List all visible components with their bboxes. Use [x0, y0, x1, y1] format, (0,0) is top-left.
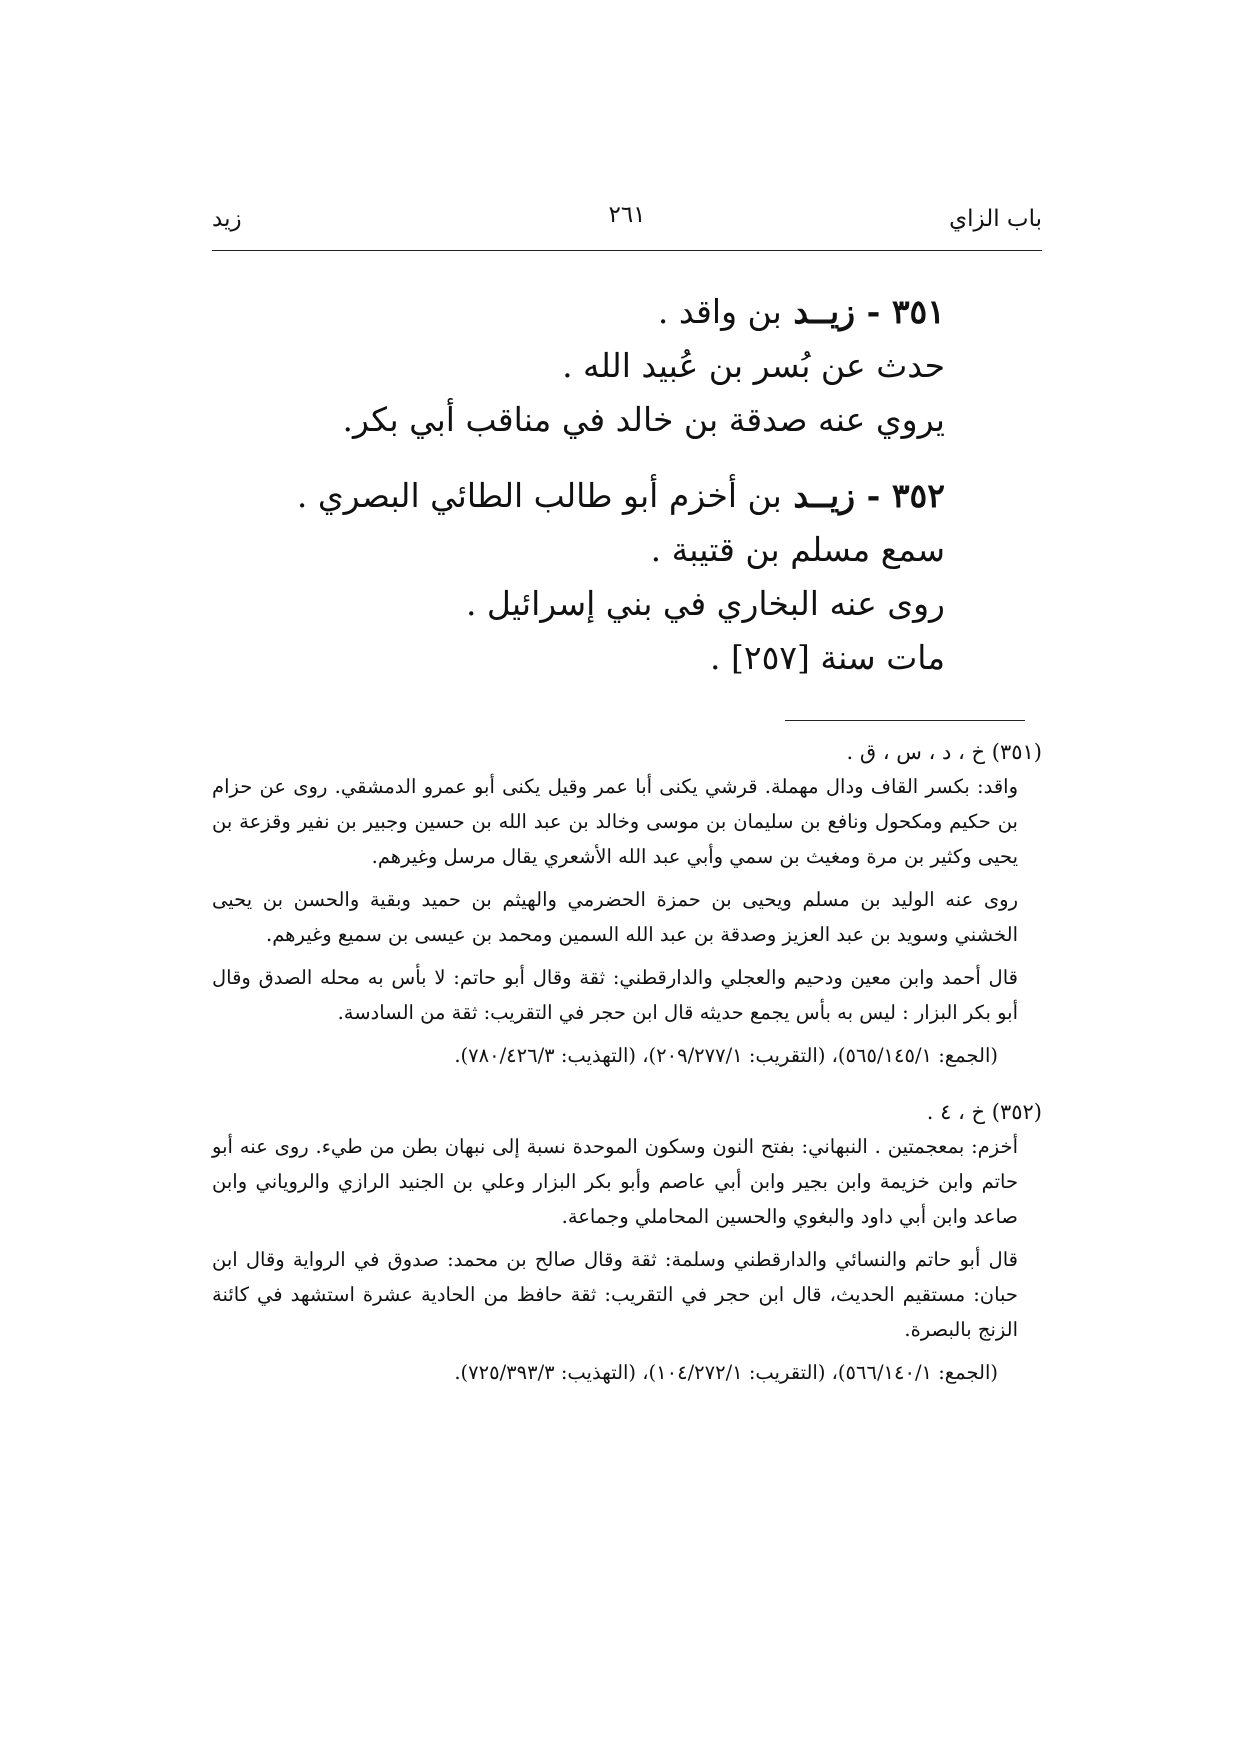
entry-line: حدث عن بُسر بن عُبيد الله .: [562, 346, 945, 385]
entry-title: [255, 469, 945, 523]
footnote-reference: (الجمع: ٥٦٦/١٤٠/١)، (التقريب: ١٠٤/٢٧٢/١)، (التهذيب: ٧٢٥/٣٩٣/٣).: [454, 1361, 998, 1384]
footnote-body: [212, 769, 1042, 1073]
entry-351: [255, 285, 945, 447]
entry-number: ٣٥١: [891, 292, 945, 331]
page-number: ٢٦١: [608, 202, 646, 228]
footnote-351: [212, 735, 1042, 1073]
footnotes: [212, 735, 1042, 1412]
footnote-paragraph: روى عنه الوليد بن مسلم ويحيى بن حمزة الحضرمي والهيثم بن حميد وبقية والحسن بن يحيى الخشني وسويد بن عبد العزيز وصدقة بن عبد الله السمين ومحمد بن عيسى بن سميع وغيرهم.: [212, 888, 1018, 946]
entry-number: ٣٥٢: [891, 476, 945, 515]
running-header: [212, 200, 1042, 251]
entry-name-rest: بن واقد .: [657, 292, 782, 331]
footnote-paragraph: قال أبو حاتم والنسائي والدارقطني وسلمة: ثقة وقال صالح بن محمد: صدوق في الرواية وقال ابن حبان: مستقيم الحديث، قال ابن حجر في التقريب: ثقة حافظ من الحادية عشرة استشهد في كائنة الزنج بالبصرة.: [212, 1248, 1018, 1341]
footnote-reference: (الجمع: ٥٦٥/١٤٥/١)، (التقريب: ٢٠٩/٢٧٧/١)، (التهذيب: ٧٨٠/٤٢٦/٣).: [454, 1044, 998, 1067]
footnote-divider: [785, 720, 1025, 721]
entry-title: [255, 285, 945, 339]
entry-line: مات سنة [٢٥٧] .: [710, 638, 945, 677]
header-keyword: زيد: [212, 206, 242, 232]
entry-name-rest: بن أخزم أبو طالب الطائي البصري .: [296, 476, 782, 515]
main-text: [255, 285, 945, 707]
footnote-label: (٣٥٢) خ ، ٤ .: [926, 1100, 1042, 1124]
footnote-352: [212, 1095, 1042, 1390]
footnote-body: [212, 1129, 1042, 1390]
chapter-title: باب الزاي: [949, 206, 1042, 232]
entry-name: زيــد: [793, 292, 856, 331]
footnote-paragraph: واقد: بكسر القاف ودال مهملة. قرشي يكنى أبا عمر وقيل يكنى أبو عمرو الدمشقي. روى عن حزام بن حكيم ومكحول ونافع بن سليمان بن موسى وخالد بن عبد الله بن حسين وجبير بن نفير وقزعة بن يحيى وكثير بن مرة ومغيث بن سمي وأبي عبد الله الأشعري يقال مرسل وغيرهم.: [212, 775, 1018, 868]
entry-dash: -: [855, 476, 881, 515]
footnote-paragraph: قال أحمد وابن معين ودحيم والعجلي والدارقطني: ثقة وقال أبو حاتم: لا بأس به محله الصدق وقال أبو بكر البزار : ليس به بأس يجمع حديثه قال ابن حجر في التقريب: ثقة من السادسة.: [212, 966, 1018, 1024]
entry-352: [255, 469, 945, 685]
entry-dash: -: [855, 292, 881, 331]
entry-line: يروي عنه صدقة بن خالد في مناقب أبي بكر.: [342, 400, 945, 439]
footnote-label: (٣٥١) خ ، د ، س ، ق .: [846, 740, 1042, 764]
entry-line: سمع مسلم بن قتيبة .: [650, 530, 945, 569]
footnote-paragraph: أخزم: بمعجمتين . النبهاني: بفتح النون وسكون الموحدة نسبة إلى نبهان بطن من طيء. روى عنه أبو حاتم وابن خزيمة وابن بجير وابن أبي عاصم وأبو بكر البزار وعلي بن الجنيد الرازي والروياني وابن صاعد وابن أبي داود والبغوي والحسين المحاملي وجماعة.: [212, 1135, 1018, 1228]
entry-name: زيــد: [793, 476, 856, 515]
entry-line: روى عنه البخاري في بني إسرائيل .: [465, 584, 945, 623]
